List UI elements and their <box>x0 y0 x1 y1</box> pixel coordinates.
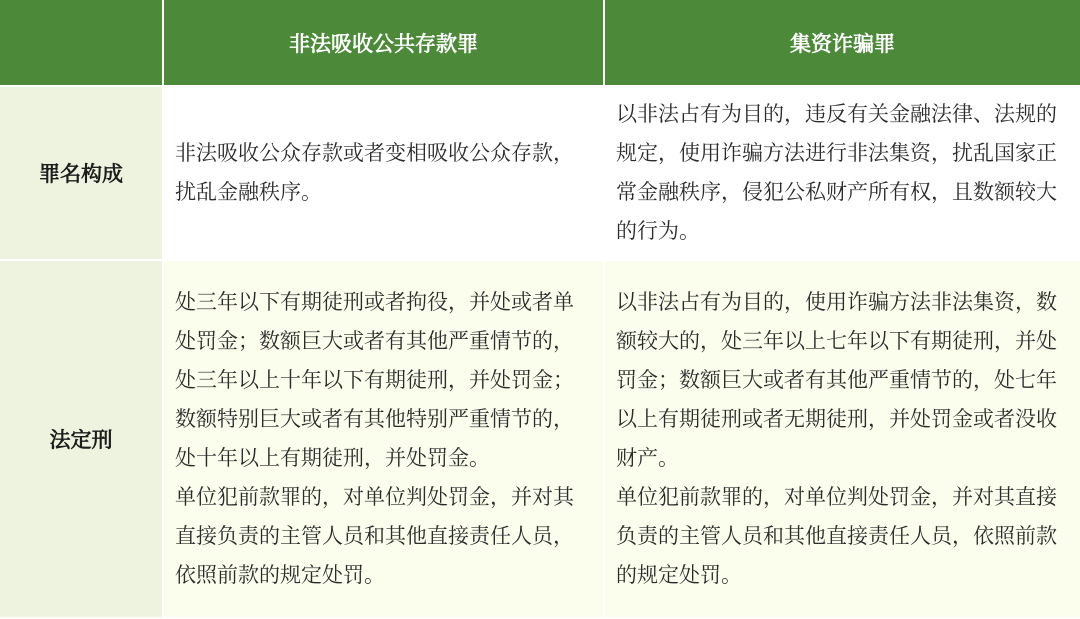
header-illegal-deposit: 非法吸收公共存款罪 <box>164 0 605 87</box>
paragraph: 非法吸收公众存款或者变相吸收公众存款，扰乱金融秩序。 <box>175 141 574 204</box>
cell-illegal-deposit-penalty <box>164 261 605 619</box>
header-fundraising-fraud: 集资诈骗罪 <box>605 0 1080 87</box>
paragraph: 以非法占有为目的，使用诈骗方法非法集资，数额较大的，处三年以上七年以下有期徒刑，并处罚金；数额巨大或者有其他严重情节的，处七年以上有期徒刑或者无期徒刑，并处罚金或者没收财产。 <box>616 290 1057 470</box>
paragraph: 以非法占有为目的，违反有关金融法律、法规的规定，使用诈骗方法进行非法集资，扰乱国家正常金融秩序，侵犯公私财产所有权，且数额较大的行为。 <box>616 102 1057 243</box>
row-label-crime-elements: 罪名构成 <box>0 87 164 261</box>
paragraph: 单位犯前款罪的，对单位判处罚金，并对其直接负责的主管人员和其他直接责任人员，依照前款的规定处罚。 <box>175 485 574 587</box>
paragraph: 单位犯前款罪的，对单位判处罚金，并对其直接负责的主管人员和其他直接责任人员，依照前款的规定处罚。 <box>616 485 1057 587</box>
cell-fundraising-fraud-elements <box>605 87 1080 261</box>
cell-fundraising-fraud-penalty <box>605 261 1080 619</box>
cell-illegal-deposit-elements <box>164 87 605 261</box>
header-corner-cell <box>0 0 164 87</box>
row-label-statutory-penalty: 法定刑 <box>0 261 164 619</box>
paragraph: 处三年以下有期徒刑或者拘役，并处或者单处罚金；数额巨大或者有其他严重情节的，处三年以上十年以下有期徒刑，并处罚金；数额特别巨大或者有其他特别严重情节的，处十年以上有期徒刑，并处罚金。 <box>175 290 574 470</box>
